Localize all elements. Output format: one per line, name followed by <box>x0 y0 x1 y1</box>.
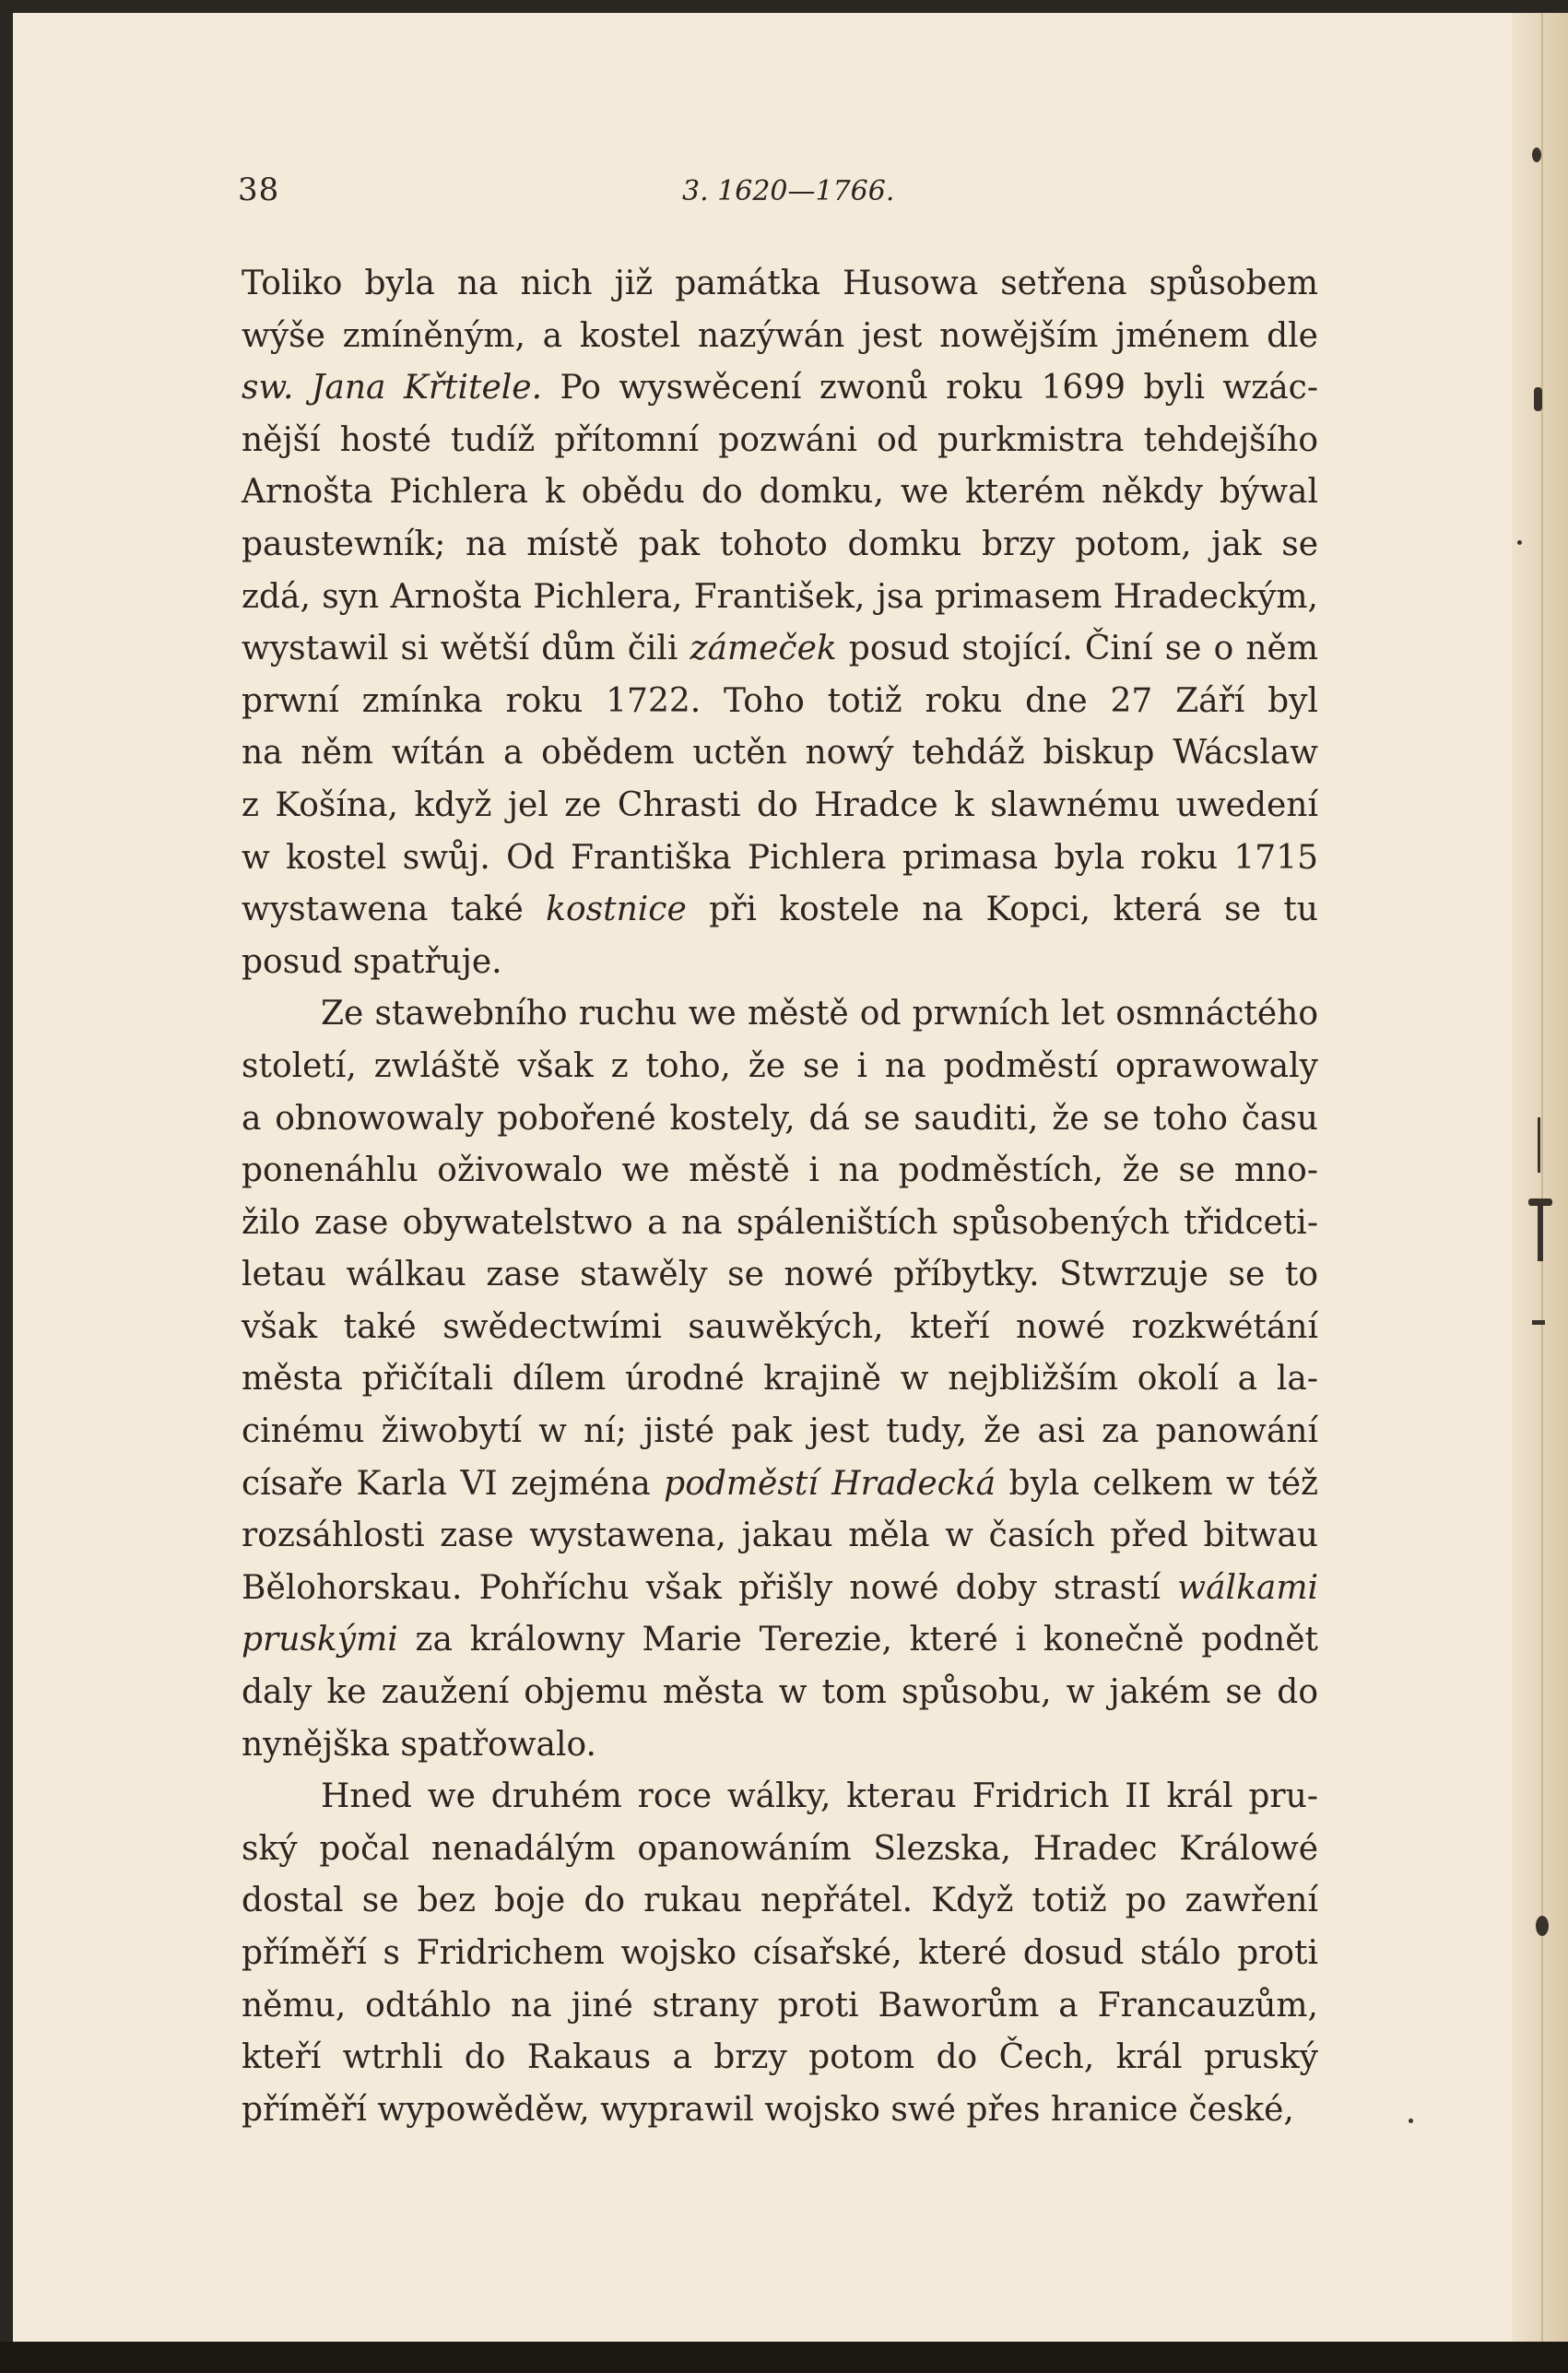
gutter-speck <box>1532 148 1541 162</box>
text-run: byla celkem w též <box>996 1464 1318 1503</box>
running-head: 3. 1620—1766. <box>682 175 895 207</box>
text-line <box>242 1093 1318 1146</box>
text-line <box>242 1875 1318 1928</box>
text-run: posud stojící. Činí se o něm <box>836 630 1318 668</box>
text-run: císaře Karla VI zejména <box>242 1464 665 1503</box>
text-line <box>242 1719 1318 1772</box>
text-run: Bělohorskau. Pohříchu však přišly nowé doby strastí <box>242 1568 1178 1607</box>
text-line <box>242 780 1318 832</box>
text-line <box>242 2032 1318 2084</box>
text-run: za králowny Marie Terezie, které i konečně podnět <box>397 1621 1318 1659</box>
text-run: na něm wítán a obědem uctěn nowý tehdáž biskup Wácslaw <box>242 734 1318 773</box>
text-run: wystawena také <box>242 891 547 929</box>
text-line <box>242 1302 1318 1354</box>
text-line <box>242 1667 1318 1719</box>
text-run: při kostele na Kopci, která se tu <box>686 891 1318 929</box>
gutter-speck <box>1534 387 1542 411</box>
text-run: žilo zase obywatelstwo a na spáleništích spůsobených třidceti- <box>242 1203 1318 1242</box>
italic-text: pruskými <box>242 1621 398 1659</box>
scan-border-top <box>0 0 1568 13</box>
text-line <box>242 1928 1318 1980</box>
text-run: rozsáhlosti zase wystawena, jakau měla w časích před bitwau <box>242 1517 1318 1555</box>
text-run: němu, odtáhlo na jiné strany proti Baworům a Francauzům, <box>242 1986 1318 2025</box>
text-run: Po wyswěcení zwonů roku 1699 byli wzác- <box>542 369 1318 407</box>
scan-border-bottom <box>0 2342 1568 2373</box>
page-number: 38 <box>238 171 280 208</box>
text-run: wýše zmíněným, a kostel nazýwán jest nowějším jménem dle <box>242 316 1318 355</box>
text-line <box>242 1980 1318 2033</box>
text-run: Hned we druhém roce wálky, kterau Fridrich II král pru- <box>321 1777 1318 1816</box>
gutter-fold-line <box>1541 13 1543 2342</box>
text-run: Toliko byla na nich již památka Husowa setřena spůsobem <box>242 265 1318 302</box>
text-run: příměří s Fridrichem wojsko císařské, které dosud stálo proti <box>242 1934 1318 1972</box>
text-line <box>242 884 1318 937</box>
text-line <box>242 1198 1318 1250</box>
text-run: ponenáhlu oživowalo we městě i na podměstích, že se mno- <box>242 1151 1318 1190</box>
italic-text: zámeček <box>690 630 837 668</box>
text-line <box>242 623 1318 676</box>
text-line <box>242 258 1318 311</box>
text-run: však také swědectwími sauwěkých, kteří nowé rozkwétání <box>242 1307 1318 1346</box>
gutter-speck <box>1538 1117 1540 1173</box>
text-line <box>242 415 1318 467</box>
text-run: století, zwláště však z toho, že se i na podměstí oprawowaly <box>242 1046 1318 1085</box>
text-run: letau wálkau zase stawěly se nowé příbytky. Stwrzuje se to <box>242 1256 1318 1294</box>
text-line <box>242 1824 1318 1876</box>
text-line <box>242 1353 1318 1406</box>
text-run: cinému žiwobytí w ní; jisté pak jest tudy, že asi za panowání <box>242 1412 1318 1451</box>
gutter-speck <box>1538 1204 1543 1261</box>
text-line <box>242 362 1318 415</box>
gutter-speck <box>1536 1916 1549 1936</box>
paragraph <box>242 988 1318 1771</box>
text-line <box>242 1249 1318 1302</box>
paragraph <box>242 258 1318 988</box>
italic-text: wálkami <box>1177 1568 1318 1607</box>
text-line <box>242 1041 1318 1093</box>
gutter-speck <box>1409 2119 1413 2123</box>
text-line <box>242 676 1318 728</box>
paragraph <box>242 1771 1318 2136</box>
text-run: dostal se bez boje do rukau nepřátel. Když totiž po zawření <box>242 1882 1318 1920</box>
text-run: daly ke zaužení objemu města w tom spůsobu, w jakém se do <box>242 1673 1318 1712</box>
page-gutter <box>1512 13 1568 2342</box>
text-line <box>242 1458 1318 1511</box>
gutter-speck <box>1532 1320 1545 1325</box>
text-run: města přičítali dílem úrodné krajině w nejbližším okolí a la- <box>242 1360 1318 1399</box>
text-line <box>242 988 1318 1041</box>
text-run: Ze stawebního ruchu we městě od prwních let osmnáctého <box>321 995 1318 1033</box>
text-line <box>242 1614 1318 1667</box>
text-run: z Košína, když jel ze Chrasti do Hradce k slawnému uwedení <box>242 785 1318 824</box>
text-run: příměří wypowěděw, wyprawil wojsko swé přes hranice české, <box>242 2090 1294 2129</box>
text-run: zdá, syn Arnošta Pichlera, František, jsa primasem Hradeckým, <box>242 577 1318 616</box>
text-line <box>242 727 1318 780</box>
text-run: nější hosté tudíž přítomní pozwáni od purkmistra tehdejšího <box>242 420 1318 459</box>
text-line <box>242 311 1318 363</box>
text-run: prwní zmínka roku 1722. Toho totiž roku dne 27 Září byl <box>242 681 1318 720</box>
text-run: nynějška spatřowalo. <box>242 1725 596 1764</box>
italic-text: sw. Jana Křtitele. <box>242 369 543 407</box>
text-line <box>242 2084 1318 2137</box>
text-line <box>242 937 1318 989</box>
text-line <box>242 572 1318 624</box>
italic-text: kostnice <box>546 891 687 929</box>
gutter-speck <box>1517 540 1522 545</box>
text-line <box>242 519 1318 572</box>
body-text <box>242 258 1318 2136</box>
text-line <box>242 1406 1318 1458</box>
scan-border-left <box>0 0 13 2373</box>
text-line <box>242 466 1318 519</box>
text-line <box>242 1145 1318 1198</box>
text-run: Arnošta Pichlera k obědu do domku, we kterém někdy býwal <box>242 473 1318 512</box>
text-line <box>242 1510 1318 1563</box>
text-run: paustewník; na místě pak tohoto domku brzy potom, jak se <box>242 525 1318 563</box>
italic-text: podměstí Hradecká <box>664 1464 996 1503</box>
text-line <box>242 1771 1318 1824</box>
text-run: ský počal nenadálým opanowáním Slezska, Hradec Králowé <box>242 1829 1318 1868</box>
text-run: w kostel swůj. Od Františka Pichlera primasa byla roku 1715 <box>242 838 1318 877</box>
text-line <box>242 832 1318 885</box>
text-line <box>242 1563 1318 1615</box>
text-run: kteří wtrhli do Rakaus a brzy potom do Čech, král pruský <box>242 2038 1318 2077</box>
text-run: a obnowowaly pobořené kostely, dá se sauditi, že se toho času <box>242 1099 1318 1138</box>
text-run: wystawil si wětší dům čili <box>242 630 690 668</box>
text-run: posud spatřuje. <box>242 942 502 981</box>
